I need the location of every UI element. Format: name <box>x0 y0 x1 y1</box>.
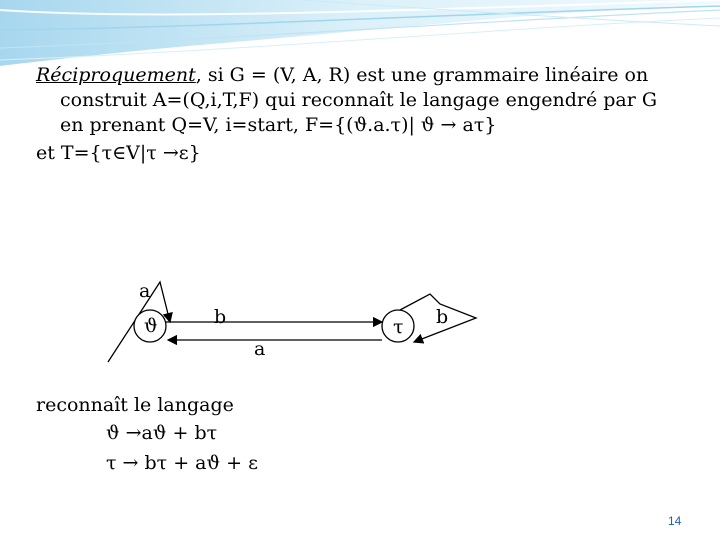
edge-bottom-label: a <box>254 338 266 360</box>
state1-label: ϑ <box>144 315 158 337</box>
loop-label-state2: b <box>436 306 449 328</box>
page-number: 14 <box>668 514 682 528</box>
definition-line-1 <box>36 65 648 86</box>
reciprocal-heading: Réciproquement <box>36 64 196 86</box>
grammar-rule-2: τ → bτ + aϑ + ε <box>106 452 258 474</box>
edge-top-label: b <box>214 306 227 328</box>
loop-label-state1: a <box>139 280 151 302</box>
definition-line-4: et T={τ∈V|τ →ε} <box>36 142 201 164</box>
definition-line-3: en prenant Q=V, i=start, F={(ϑ.a.τ)| ϑ → aτ} <box>60 114 497 136</box>
definition-line-1-rest: , si G = (V, A, R) est une grammaire linéaire on <box>195 64 649 86</box>
automaton-diagram <box>0 270 720 380</box>
grammar-rule-1: ϑ →aϑ + bτ <box>106 422 218 444</box>
recognizes-label: reconnaît le langage <box>36 394 234 416</box>
definition-line-2: construit A=(Q,i,T,F) qui reconnaît le langage engendré par G <box>60 89 658 111</box>
state2-label: τ <box>393 316 404 338</box>
